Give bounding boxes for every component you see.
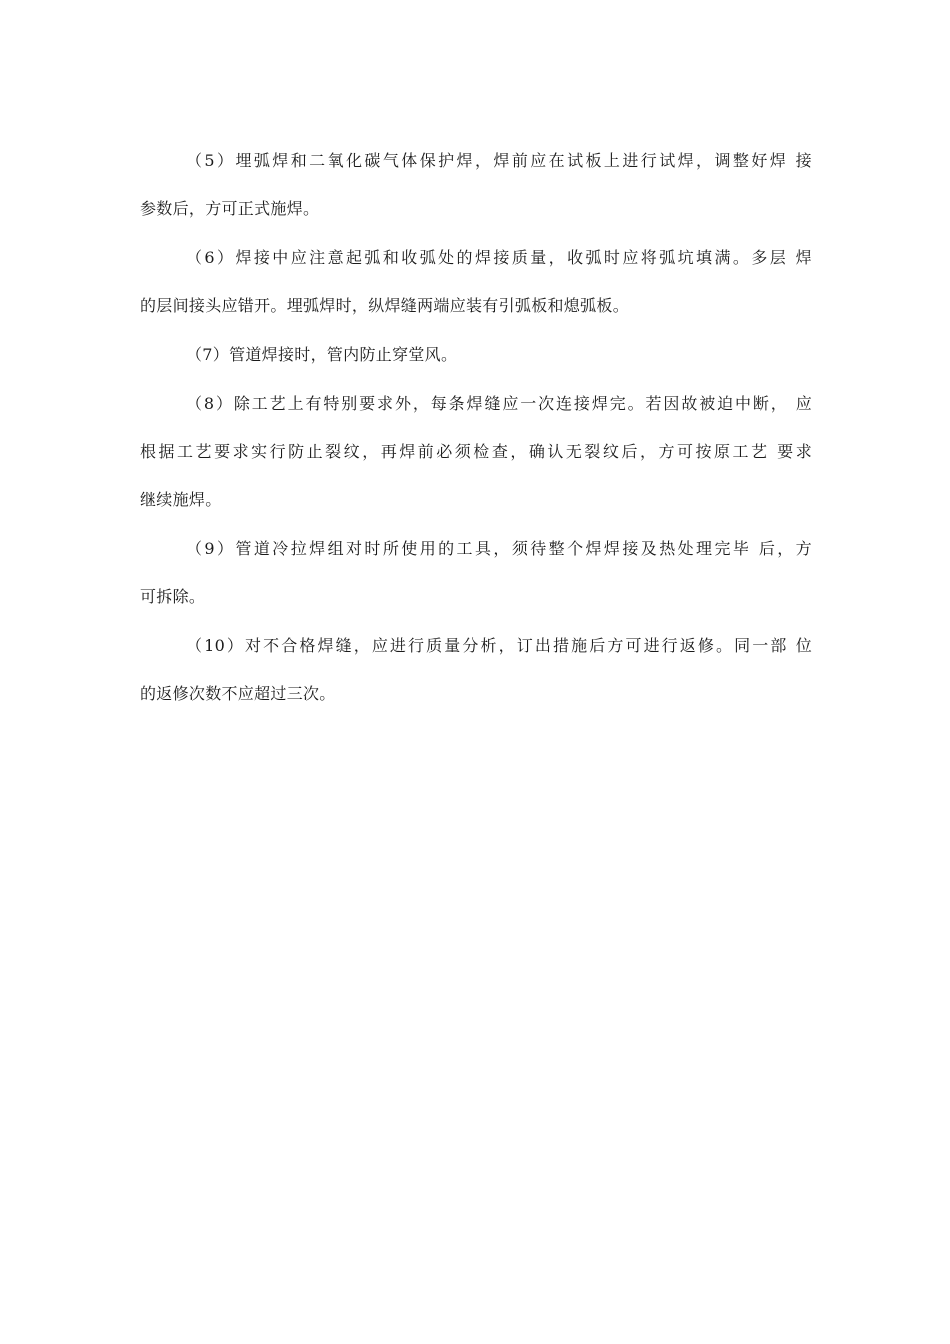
paragraph-line: 继续施焊。 (140, 490, 222, 509)
paragraph-line: 参数后，方可正式施焊。 (140, 199, 320, 218)
document-body (140, 149, 812, 705)
paragraph-8 (140, 392, 812, 511)
paragraph-6 (140, 246, 812, 317)
paragraph-10 (140, 634, 812, 705)
paragraph-line: （9）管道冷拉焊组对时所使用的工具，须待整个焊焊接及热处理完毕 后，方 (186, 539, 812, 558)
paragraph-line: （5）埋弧焊和二氧化碳气体保护焊，焊前应在试板上进行试焊，调整好焊 接 (186, 151, 812, 170)
paragraph-line: （10）对不合格焊缝，应进行质量分析，订出措施后方可进行返修。同一部 位 (186, 636, 812, 655)
paragraph-line: （8）除工艺上有特别要求外，每条焊缝应一次连接焊完。若因故被迫中断， 应 (186, 394, 812, 413)
paragraph-5 (140, 149, 812, 220)
paragraph-line: 根据工艺要求实行防止裂纹，再焊前必须检查，确认无裂纹后，方可按原工艺 要求 (140, 442, 812, 461)
paragraph-line: （7）管道焊接时，管内防止穿堂风。 (186, 345, 458, 364)
paragraph-9 (140, 537, 812, 608)
paragraph-line: 的返修次数不应超过三次。 (140, 684, 336, 703)
paragraph-line: （6）焊接中应注意起弧和收弧处的焊接质量，收弧时应将弧坑填满。多层 焊 (186, 248, 812, 267)
paragraph-line: 可拆除。 (140, 587, 206, 606)
paragraph-line: 的层间接头应错开。埋弧焊时，纵焊缝两端应装有引弧板和熄弧板。 (140, 296, 630, 315)
paragraph-7 (140, 343, 812, 366)
